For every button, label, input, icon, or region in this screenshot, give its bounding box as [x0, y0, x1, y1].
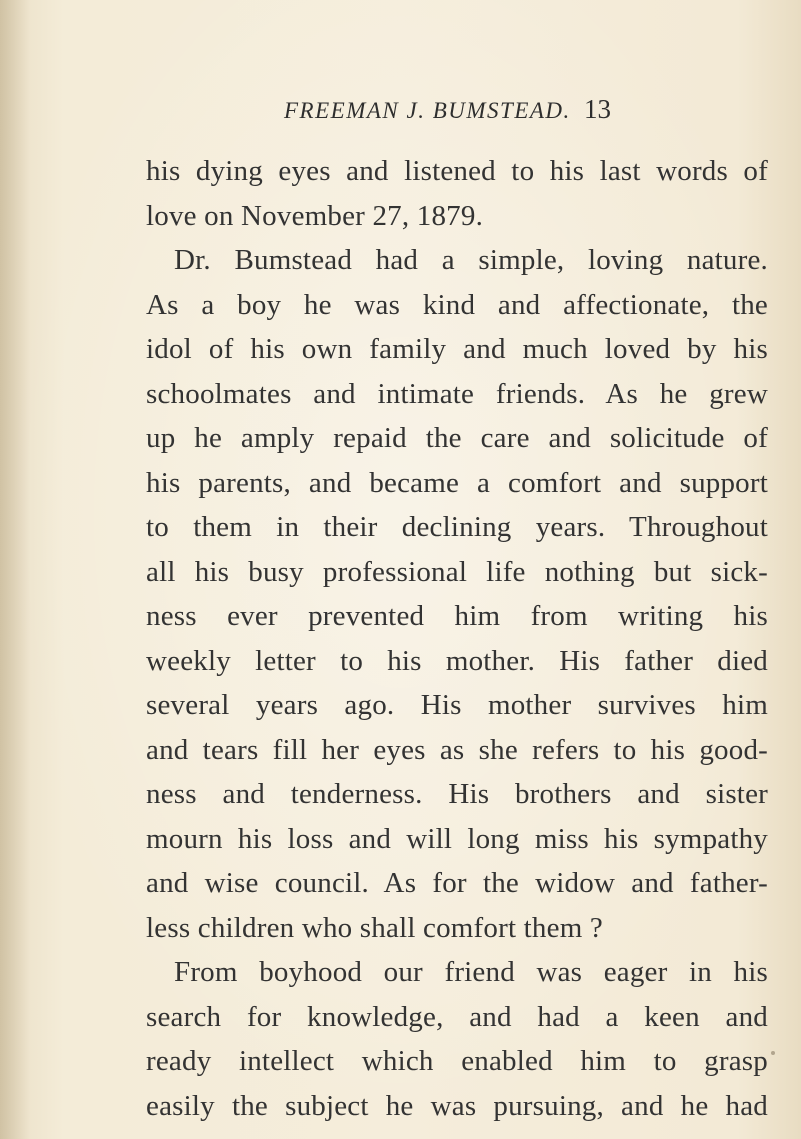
text-line: idol of his own family and much loved by his: [146, 333, 768, 365]
text-line: to them in their declining years. Throughout: [146, 511, 768, 543]
text-line: love on November 27, 1879.: [146, 199, 484, 232]
text-line: weekly letter to his mother. His father died: [146, 644, 768, 677]
text-line: easily the subject he was pursuing, and he had: [146, 1089, 768, 1122]
text-line: all his busy professional life nothing but sick-: [146, 555, 768, 588]
text-line: mourn his loss and will long miss his sympathy: [146, 822, 768, 855]
text-line: and tears fill her eyes as she refers to his good-: [146, 733, 768, 766]
text-line: ness ever prevented him from writing his: [146, 600, 768, 632]
text-line: ness and tenderness. His brothers and sister: [146, 778, 768, 810]
text-line: and wise council. As for the widow and father-: [146, 867, 768, 899]
text-line: up he amply repaid the care and solicitude of: [146, 422, 768, 454]
text-line: Dr. Bumstead had a simple, loving nature.: [174, 244, 768, 276]
running-head: [246, 94, 676, 128]
body-text: [146, 149, 768, 1128]
text-line: search for knowledge, and had a keen and: [146, 1000, 768, 1033]
text-line: several years ago. His mother survives him: [146, 689, 768, 721]
text-line: ready intellect which enabled him to grasp: [146, 1045, 768, 1077]
text-line: his dying eyes and listened to his last words of: [146, 155, 768, 187]
page-gutter-shadow: [0, 0, 30, 1139]
text-line: From boyhood our friend was eager in his: [174, 956, 768, 988]
text-line: As a boy he was kind and affectionate, the: [146, 288, 768, 321]
text-line: his parents, and became a comfort and support: [146, 466, 768, 499]
paper-speck: [771, 1051, 775, 1055]
text-line: schoolmates and intimate friends. As he grew: [146, 377, 768, 410]
running-title: FREEMAN J. BUMSTEAD.: [284, 98, 571, 123]
page-number: 13: [584, 94, 611, 124]
text-line: less children who shall comfort them ?: [146, 911, 603, 944]
